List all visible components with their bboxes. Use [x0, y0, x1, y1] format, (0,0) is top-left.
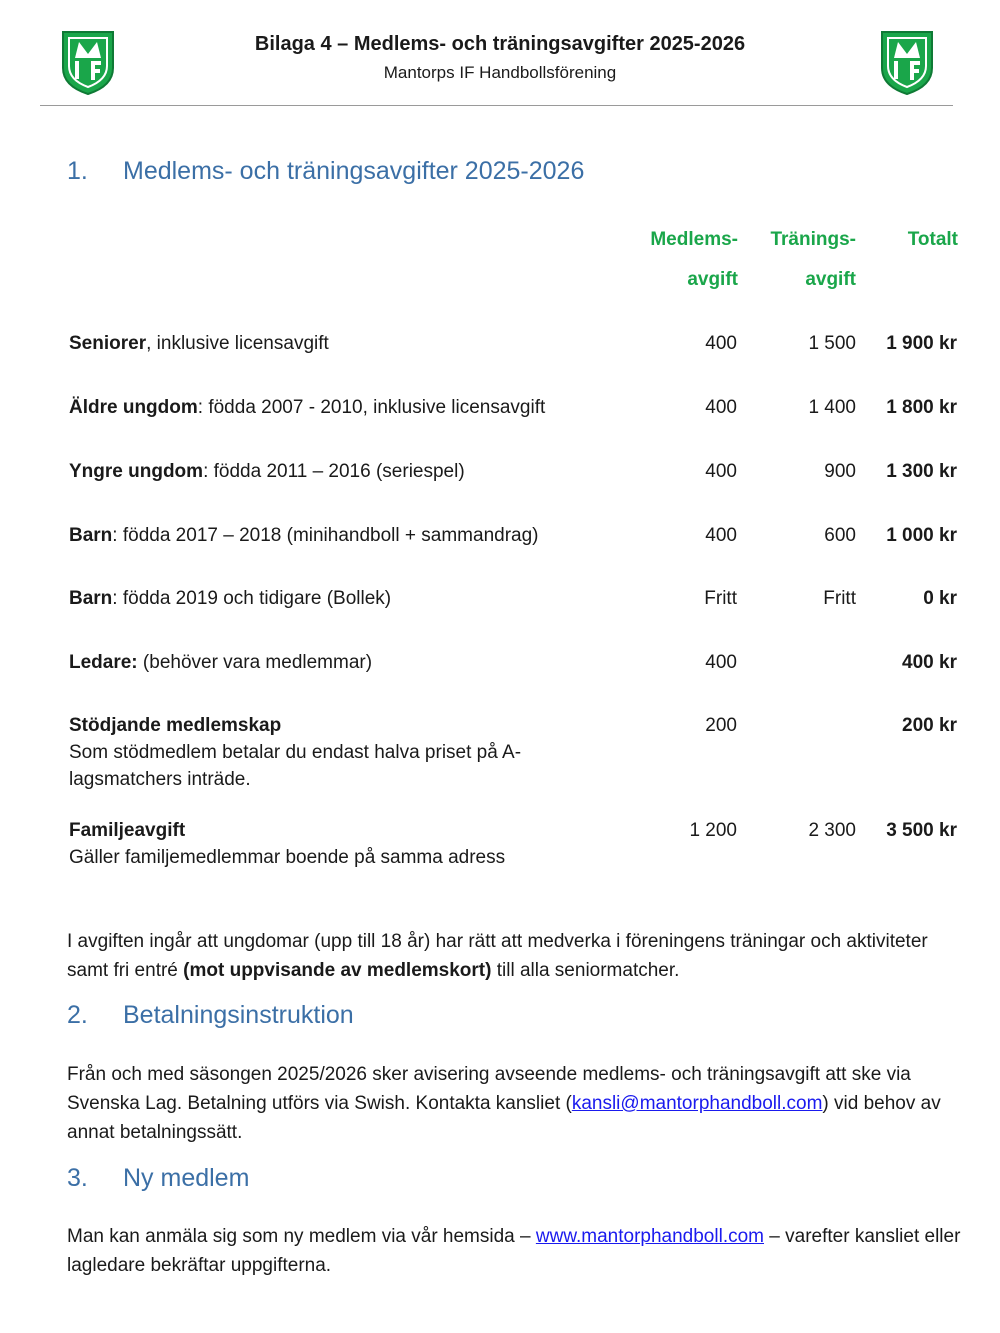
member-fee-value: Fritt: [704, 588, 737, 609]
section-2-number: 2.: [67, 1001, 88, 1029]
fee-row-label: Seniorer, inklusive licensavgift: [69, 333, 329, 354]
total-fee-value: 0 kr: [923, 588, 957, 609]
section-2-heading: [67, 1001, 354, 1030]
column-header-training-fee: [740, 220, 856, 300]
training-fee-value: 600: [824, 525, 856, 546]
total-fee-value: 200 kr: [902, 715, 957, 736]
header-divider: [40, 105, 953, 106]
fee-row-note: Gäller familjemedlemmar boende på samma adress: [69, 847, 506, 868]
fee-row-label: Stödjande medlemskap Som stödmedlem betalar du endast halva priset på A-lagsmatchers inträde.: [69, 715, 522, 790]
member-fee-value: 400: [705, 333, 737, 354]
section-1-heading: [67, 157, 584, 186]
column-header-line1: Medlems-: [650, 229, 738, 250]
training-fee-value: Fritt: [823, 588, 856, 609]
document-title: Bilaga 4 – Medlems- och träningsavgifter 2025-2026: [254, 33, 746, 55]
column-header-line2: avgift: [687, 269, 738, 290]
payment-instructions: Från och med säsongen 2025/2026 sker avisering avseende medlems- och träningsavgift att ske via Svenska Lag. Betalning utförs via Swish. Kontakta kansliet (kansli@mantorphandboll.com) vid behov av annat betalningssätt.: [67, 1064, 941, 1143]
training-fee-value: 900: [824, 461, 856, 482]
total-fee-value: 400 kr: [902, 652, 957, 673]
fee-row-label: Ledare: (behöver vara medlemmar): [69, 652, 373, 673]
total-fee-value: 1 800 kr: [886, 397, 957, 418]
member-fee-value: 400: [705, 397, 737, 418]
new-member-text: Man kan anmäla sig som ny medlem via vår hemsida – www.mantorphandboll.com – varefter kansliet eller lagledare bekräftar uppgifterna.: [67, 1226, 961, 1276]
training-fee-value: 2 300: [808, 820, 856, 841]
section-3-heading: [67, 1164, 249, 1193]
member-fee-value: 1 200: [689, 820, 737, 841]
column-header-total: [860, 220, 958, 260]
document-subtitle: Mantorps IF Handbollsförening: [383, 63, 617, 82]
section-2-title: Betalningsinstruktion: [123, 1001, 354, 1029]
total-fee-value: 1 900 kr: [886, 333, 957, 354]
section-3-title: Ny medlem: [123, 1164, 250, 1192]
section-1-title: Medlems- och träningsavgifter 2025-2026: [123, 157, 585, 185]
column-header-member-fee: [620, 220, 738, 300]
member-fee-value: 400: [705, 525, 737, 546]
column-header-line1: Tränings-: [770, 229, 856, 250]
website-link[interactable]: www.mantorphandboll.com: [535, 1226, 764, 1247]
training-fee-value: 1 500: [808, 333, 856, 354]
fee-row-label: Äldre ungdom: födda 2007 - 2010, inklusive licensavgift: [69, 397, 546, 418]
member-fee-value: 400: [705, 461, 737, 482]
fee-row-label: Yngre ungdom: födda 2011 – 2016 (seriespel): [69, 461, 465, 482]
section-1-number: 1.: [67, 157, 88, 185]
section-3-number: 3.: [67, 1164, 88, 1192]
fee-footnote: I avgiften ingår att ungdomar (upp till 18 år) har rätt att medverka i föreningens träningar och aktiviteter samt fri entré (mot uppvisande av medlemskort) till alla seniormatcher.: [67, 931, 928, 981]
fee-row-note: Som stödmedlem betalar du endast halva priset på A-lagsmatchers inträde.: [69, 742, 522, 790]
member-fee-value: 400: [705, 652, 737, 673]
fee-row-label: Barn: födda 2019 och tidigare (Bollek): [69, 588, 392, 609]
fee-row-label: Familjeavgift Gäller familjemedlemmar boende på samma adress: [69, 820, 506, 868]
total-fee-value: 3 500 kr: [886, 820, 957, 841]
column-header-line1: Totalt: [907, 229, 958, 250]
training-fee-value: 1 400: [808, 397, 856, 418]
total-fee-value: 1 000 kr: [886, 525, 957, 546]
total-fee-value: 1 300 kr: [886, 461, 957, 482]
column-header-line2: avgift: [805, 269, 856, 290]
member-fee-value: 200: [705, 715, 737, 736]
fee-row-label: Barn: födda 2017 – 2018 (minihandboll + sammandrag): [69, 525, 539, 546]
email-link[interactable]: kansli@mantorphandboll.com: [571, 1093, 823, 1114]
